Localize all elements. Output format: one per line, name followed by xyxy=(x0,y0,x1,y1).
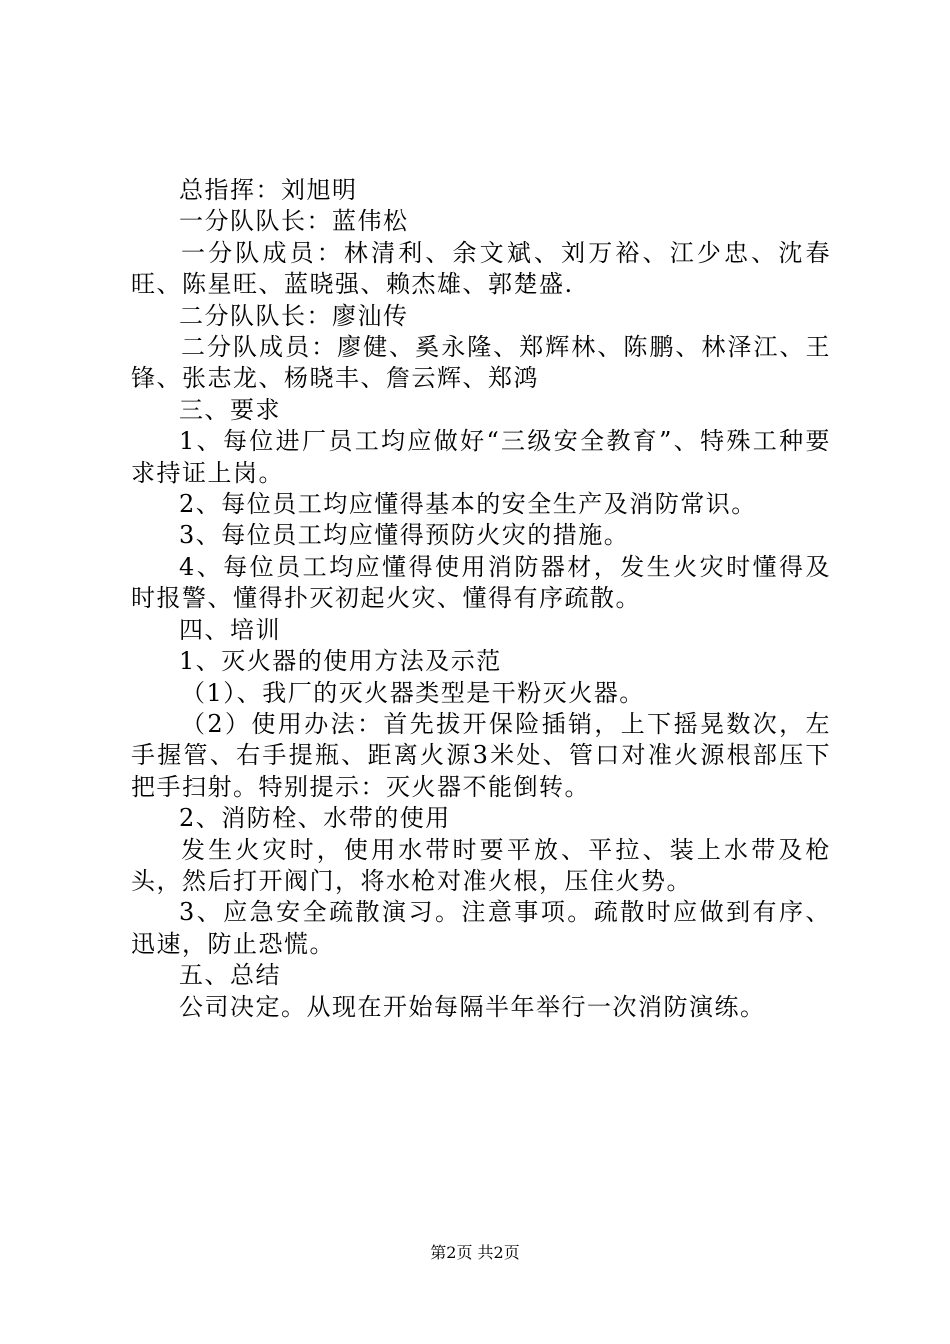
paragraph-team2-leader: 二分队队长：廖汕传 xyxy=(179,301,409,330)
paragraph-training-2-detail: 发生火灾时，使用水带时要平放、平拉、装上水带及枪头，然后打开阀门，将水枪对准火根，压住火势。 xyxy=(131,835,831,895)
paragraph-training-2: 2、消防栓、水带的使用 xyxy=(179,804,451,833)
paragraph-requirement-3: 3、每位员工均应懂得预防火灾的措施。 xyxy=(179,521,630,550)
paragraph-team2-members: 二分队成员：廖健、奚永隆、郑辉林、陈鹏、林泽江、王锋、张志龙、杨晓丰、詹云辉、郑鸿 xyxy=(131,333,831,393)
paragraph-requirement-4: 4、每位员工均应懂得使用消防器材，发生火灾时懂得及时报警、懂得扑灭初起火灾、懂得有序疏散。 xyxy=(131,552,831,613)
paragraph-training-1-2: （2）使用办法：首先拔开保险插销，上下摇晃数次，左手握管、右手提瓶、距离火源3米处、管口对准火源根部压下把手扫射。特别提示：灭火器不能倒转。 xyxy=(131,709,831,801)
paragraph-team1-members: 一分队成员：林清利、余文斌、刘万裕、江少忠、沈春旺、陈星旺、蓝晓强、赖杰雄、郭楚盛. xyxy=(131,238,831,299)
section-heading-requirements: 三、要求 xyxy=(179,395,281,424)
paragraph-summary: 公司决定。从现在开始每隔半年举行一次消防演练。 xyxy=(179,992,766,1021)
paragraph-training-1: 1、灭火器的使用方法及示范 xyxy=(179,647,502,676)
paragraph-requirement-1: 1、每位进厂员工均应做好“三级安全教育”、特殊工种要求持证上岗。 xyxy=(131,427,831,487)
paragraph-requirement-2: 2、每位员工均应懂得基本的安全生产及消防常识。 xyxy=(179,490,757,519)
paragraph-training-1-1: （1）、我厂的灭火器类型是干粉灭火器。 xyxy=(181,678,645,707)
page-number-footer: 第2页 共2页 xyxy=(430,1243,520,1262)
paragraph-training-3: 3、应急安全疏散演习。注意事项。疏散时应做到有序、迅速，防止恐慌。 xyxy=(131,898,831,958)
paragraph-commander: 总指挥：刘旭明 xyxy=(179,176,358,204)
section-heading-training: 四、培训 xyxy=(179,615,281,644)
document-body xyxy=(131,175,831,1023)
paragraph-team1-leader: 一分队队长：蓝伟松 xyxy=(179,207,409,236)
section-heading-summary: 五、总结 xyxy=(179,961,281,990)
